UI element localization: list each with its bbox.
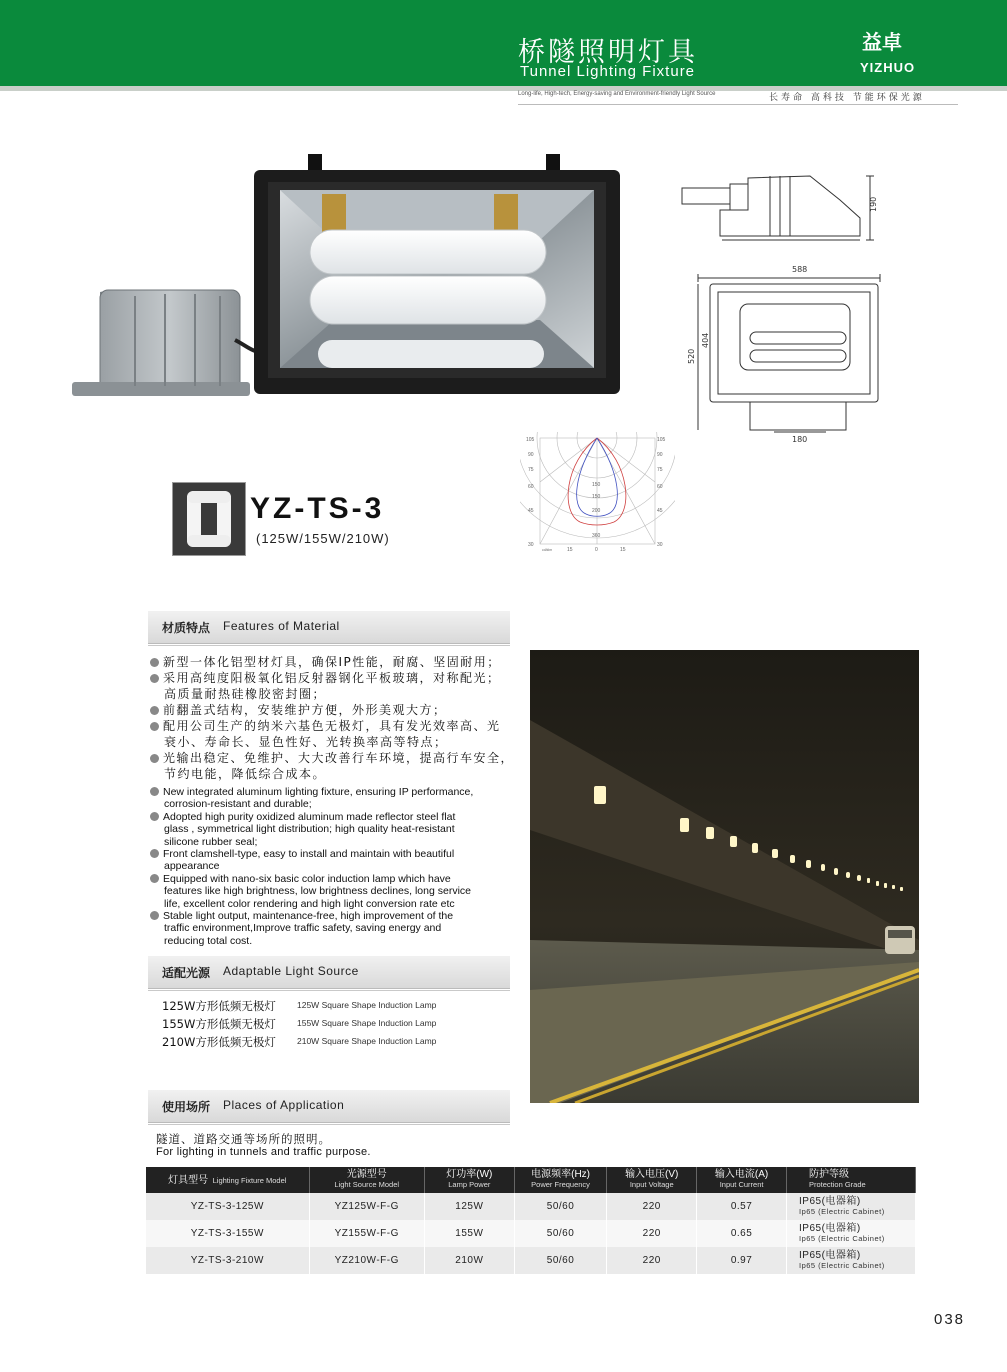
polar-bottom-tick: 15 bbox=[567, 547, 573, 552]
list-item: silicone rubber seal; bbox=[164, 835, 258, 848]
light-source-header-cn: 适配光源 bbox=[162, 966, 211, 980]
light-distribution-diagram bbox=[520, 432, 675, 552]
dim-height-side: 190 bbox=[869, 196, 878, 212]
col-header-model: 灯具型号 Lighting Fixture Model bbox=[146, 1167, 309, 1193]
col-header-voltage: 输入电压(V) Input Voltage bbox=[607, 1167, 697, 1193]
features-header-cn: 材质特点 bbox=[162, 621, 211, 635]
section-rule bbox=[148, 1124, 510, 1125]
tunnel-photo bbox=[530, 650, 919, 1103]
polar-right-tick: 60 bbox=[657, 484, 663, 490]
list-item: 光输出稳定、免维护、大大改善行车环境，提高行车安全， bbox=[150, 750, 520, 766]
features-header bbox=[148, 611, 510, 644]
light-source-en: 155W Square Shape Induction Lamp bbox=[297, 1018, 437, 1028]
polar-left-tick: 90 bbox=[528, 452, 534, 458]
bullet-icon bbox=[150, 658, 159, 667]
list-item: 节约电能，降低综合成本。 bbox=[164, 767, 327, 781]
spec-table bbox=[146, 1167, 916, 1274]
table-header-row bbox=[146, 1167, 916, 1193]
polar-right-tick: 90 bbox=[657, 452, 663, 458]
section-rule bbox=[148, 645, 510, 646]
polar-center-tick: 150 bbox=[592, 482, 601, 488]
title-en: Tunnel Lighting Fixture bbox=[520, 63, 696, 80]
table-row: YZ-TS-3-210W YZ210W-F-G 210W 50/60 220 0.97 IP65(电器箱) Ip65 (Electric Cabinet) bbox=[146, 1247, 916, 1274]
bullet-icon bbox=[150, 674, 159, 683]
list-item: life, excellent color rendering and high light conversion rate etc bbox=[164, 897, 455, 910]
list-item: Front clamshell-type, easy to install and maintain with beautiful bbox=[150, 848, 520, 860]
col-header-current: 输入电流(A) Input Current bbox=[697, 1167, 787, 1193]
list-item: 配用公司生产的纳米六基色无极灯，具有发光效率高、光 bbox=[150, 718, 520, 734]
list-item: corrosion-resistant and durable; bbox=[164, 798, 312, 811]
bullet-icon bbox=[150, 849, 159, 858]
list-item: New integrated aluminum lighting fixture, ensuring IP performance, bbox=[150, 786, 520, 798]
dim-height-outer: 520 bbox=[687, 348, 696, 364]
brand-logo-cn: 益卓 bbox=[862, 30, 902, 54]
light-source-header bbox=[148, 956, 510, 989]
list-item: glass , symmetrical light distribution; high quality heat-resistant bbox=[164, 823, 455, 836]
feature-en-list bbox=[150, 786, 520, 947]
polar-unit: cd/klm bbox=[542, 548, 553, 552]
light-source-cn: 210W方形低频无极灯 bbox=[162, 1035, 276, 1049]
places-text-cn: 隧道、道路交通等场所的照明。 bbox=[156, 1132, 331, 1146]
dim-bottom: 180 bbox=[792, 435, 808, 444]
table-row: YZ-TS-3-125W YZ125W-F-G 125W 50/60 220 0.57 IP65(电器箱) Ip65 (Electric Cabinet) bbox=[146, 1193, 916, 1220]
col-header-power: 灯功率(W) Lamp Power bbox=[424, 1167, 514, 1193]
table-row: YZ-TS-3-155W YZ155W-F-G 155W 50/60 220 0.65 IP65(电器箱) Ip65 (Electric Cabinet) bbox=[146, 1220, 916, 1247]
list-item: 高质量耐热硅橡胶密封圈； bbox=[164, 687, 327, 701]
polar-left-tick: 75 bbox=[528, 467, 534, 473]
polar-left-tick: 60 bbox=[528, 484, 534, 490]
dim-width: 588 bbox=[792, 265, 808, 274]
col-header-source: 光源型号 Light Source Model bbox=[309, 1167, 424, 1193]
tagline-cn: 长寿命 高科技 节能环保光源 bbox=[769, 93, 925, 103]
bullet-icon bbox=[150, 812, 159, 821]
col-header-frequency: 电源频率(Hz) Power Frequency bbox=[514, 1167, 607, 1193]
polar-right-tick: 75 bbox=[657, 467, 663, 473]
list-item: 前翻盖式结构，安装维护方便，外形美观大方； bbox=[150, 702, 520, 718]
polar-center-tick: 150 bbox=[592, 494, 601, 500]
col-header-grade: 防护等级 Protection Grade bbox=[787, 1167, 916, 1193]
polar-center-tick: 200 bbox=[592, 508, 601, 514]
light-source-en: 125W Square Shape Induction Lamp bbox=[297, 1000, 437, 1010]
page-number: 038 bbox=[934, 1311, 966, 1328]
places-text-en: For lighting in tunnels and traffic purpose. bbox=[156, 1146, 371, 1158]
brand-logo-en: YIZHUO bbox=[860, 60, 916, 75]
list-item: traffic environment,Improve traffic safety, saving energy and bbox=[164, 922, 442, 935]
bullet-icon bbox=[150, 911, 159, 920]
list-item: reducing total cost. bbox=[164, 934, 253, 947]
bullet-icon bbox=[150, 787, 159, 796]
bullet-icon bbox=[150, 706, 159, 715]
model-name: YZ-TS-3 bbox=[250, 492, 385, 525]
polar-left-tick: 45 bbox=[528, 508, 534, 514]
list-item: Stable light output, maintenance-free, high improvement of the bbox=[150, 910, 520, 922]
light-source-header-en: Adaptable Light Source bbox=[223, 964, 359, 978]
polar-right-tick: 45 bbox=[657, 508, 663, 514]
tagline-en: Long-life, High-tech, Energy-saving and Environment-friendly Light Source bbox=[518, 91, 716, 97]
places-header-en: Places of Application bbox=[223, 1098, 345, 1112]
technical-drawing bbox=[670, 160, 910, 450]
list-item: 采用高纯度阳极氧化铝反射器钢化平板玻璃，对称配光； bbox=[150, 670, 520, 686]
fixture-photo bbox=[70, 150, 620, 410]
light-source-en: 210W Square Shape Induction Lamp bbox=[297, 1036, 437, 1046]
places-header bbox=[148, 1090, 510, 1123]
polar-bottom-tick: 0 bbox=[595, 547, 598, 552]
bullet-icon bbox=[150, 722, 159, 731]
bullet-icon bbox=[150, 874, 159, 883]
tagline-rule bbox=[518, 104, 958, 105]
polar-left-tick: 105 bbox=[526, 437, 535, 443]
polar-bottom-tick: 15 bbox=[620, 547, 626, 552]
list-item: 衰小、寿命长、显色性好、光转换率高等特点； bbox=[164, 735, 448, 749]
header-banner bbox=[0, 0, 1007, 86]
places-header-cn: 使用场所 bbox=[162, 1100, 211, 1114]
light-source-cn: 125W方形低频无极灯 bbox=[162, 999, 276, 1013]
list-item: appearance bbox=[164, 860, 220, 873]
features-header-en: Features of Material bbox=[223, 619, 340, 633]
dim-height-inner: 404 bbox=[701, 332, 710, 348]
model-wattages: (125W/155W/210W) bbox=[256, 531, 390, 546]
polar-right-tick: 30 bbox=[657, 542, 663, 548]
list-item: Equipped with nano-six basic color induction lamp which have bbox=[150, 873, 520, 885]
list-item: 新型一体化铝型材灯具，确保IP性能，耐腐、坚固耐用； bbox=[150, 654, 520, 670]
light-source-cn: 155W方形低频无极灯 bbox=[162, 1017, 276, 1031]
polar-right-tick: 105 bbox=[657, 437, 666, 443]
bullet-icon bbox=[150, 754, 159, 763]
feature-cn-list bbox=[150, 654, 520, 782]
section-rule bbox=[148, 990, 510, 991]
title-cn: 桥隧照明灯具 bbox=[518, 37, 698, 68]
list-item: Adopted high purity oxidized aluminum made reflector steel flat bbox=[150, 811, 520, 823]
polar-center-tick: 360 bbox=[592, 533, 601, 539]
polar-left-tick: 30 bbox=[528, 542, 534, 548]
lamp-thumbnail bbox=[172, 482, 246, 556]
list-item: features like high brightness, low brightness declines, long service bbox=[164, 885, 471, 898]
